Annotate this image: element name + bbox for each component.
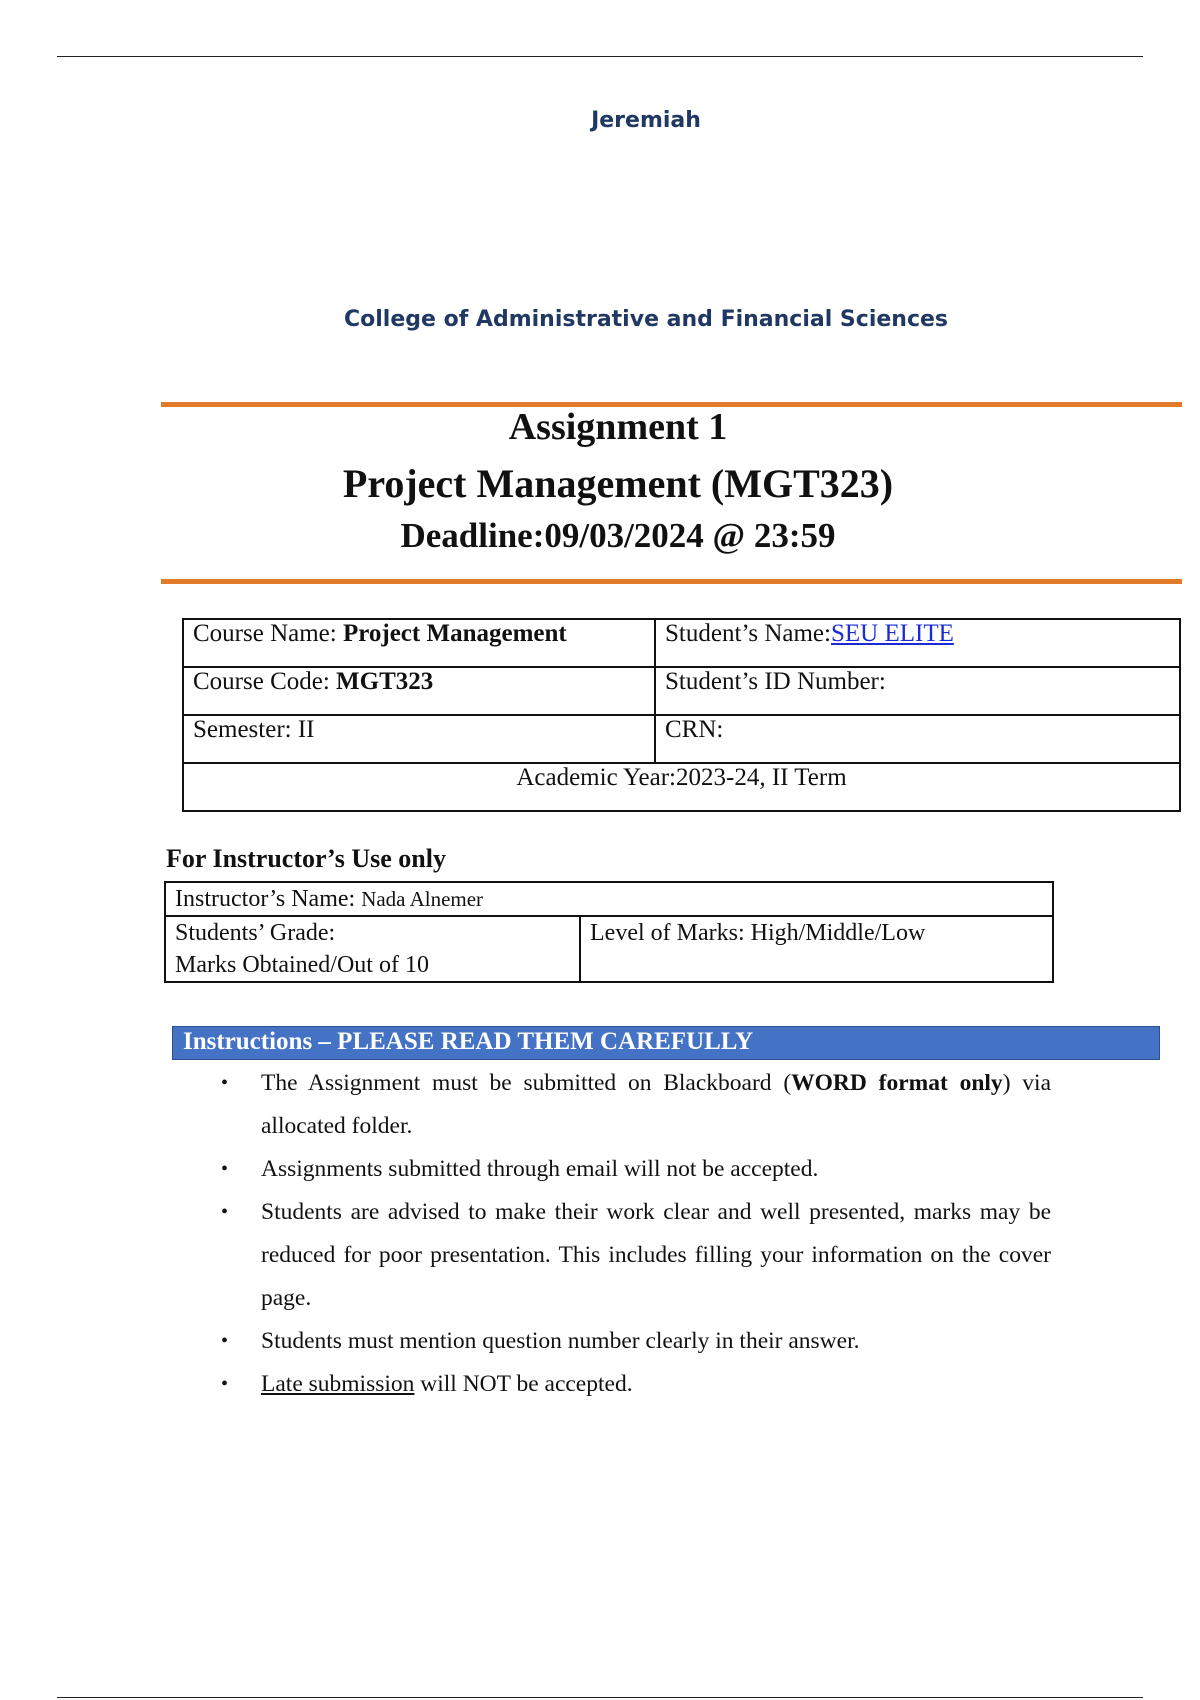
student-name-link[interactable]: SEU ELITE bbox=[830, 620, 954, 647]
list-item bbox=[221, 1320, 1051, 1363]
bullet-icon: • bbox=[221, 1201, 229, 1223]
list-item bbox=[221, 1148, 1051, 1191]
list-item bbox=[221, 1363, 1051, 1406]
table-row bbox=[183, 619, 1180, 667]
student-id-label: Student’s ID Number: bbox=[665, 668, 886, 695]
list-item bbox=[221, 1191, 1051, 1320]
item-text: Assignments submitted through email will not be accepted. bbox=[261, 1156, 819, 1182]
instructions-list bbox=[221, 1062, 1051, 1406]
item-text-underlined: Late submission bbox=[261, 1371, 415, 1397]
item-text: ) via allocated folder. bbox=[261, 1070, 1051, 1139]
instructions-banner: Instructions – PLEASE READ THEM CAREFULLY bbox=[172, 1026, 1160, 1060]
bullet-icon: • bbox=[221, 1158, 229, 1180]
semester-cell: Semester: II bbox=[183, 715, 655, 763]
student-id-cell bbox=[655, 667, 1180, 715]
course-code-cell bbox=[183, 667, 655, 715]
title-bottom-rule bbox=[161, 579, 1182, 584]
bullet-icon: • bbox=[221, 1373, 229, 1395]
student-name-label: Student’s Name: bbox=[665, 620, 831, 647]
course-name-cell bbox=[183, 619, 655, 667]
instructor-name-cell bbox=[165, 882, 1053, 916]
item-text: will NOT be accepted. bbox=[414, 1371, 633, 1397]
student-info-table bbox=[182, 618, 1181, 812]
instructor-section-heading: For Instructor’s Use only bbox=[166, 844, 446, 873]
assignment-title: Assignment 1 bbox=[508, 406, 728, 448]
course-code-label: Course Code: bbox=[193, 668, 330, 695]
author-name: Jeremiah bbox=[591, 108, 701, 133]
item-text: Students must mention question number clearly in their answer. bbox=[261, 1328, 860, 1354]
table-row bbox=[165, 882, 1053, 916]
table-row bbox=[183, 667, 1180, 715]
academic-year-cell: Academic Year:2023-24, II Term bbox=[183, 763, 1180, 811]
table-row bbox=[165, 916, 1053, 982]
course-name-value: Project Management bbox=[342, 620, 567, 647]
bottom-rule bbox=[57, 1697, 1143, 1698]
instructor-name-value: Nada Alnemer bbox=[361, 887, 484, 911]
marks-label: Marks Obtained/Out of 10 bbox=[175, 952, 429, 978]
item-text: Students are advised to make their work clear and well presented, marks may be reduced for poor presentation. This includes filling your information on the cover page. bbox=[261, 1199, 1051, 1311]
table-row bbox=[183, 715, 1180, 763]
deadline: Deadline:09/03/2024 @ 23:59 bbox=[400, 516, 836, 555]
student-name-cell bbox=[655, 619, 1180, 667]
course-name-label: Course Name: bbox=[193, 620, 337, 647]
grade-cell bbox=[165, 916, 580, 982]
item-text: The Assignment must be submitted on Blackboard ( bbox=[261, 1070, 792, 1096]
course-code-value: MGT323 bbox=[336, 668, 434, 695]
college-name: College of Administrative and Financial Sciences bbox=[343, 307, 948, 332]
top-rule bbox=[57, 56, 1143, 57]
bullet-icon: • bbox=[221, 1072, 229, 1094]
table-row bbox=[183, 763, 1180, 811]
instructor-table bbox=[164, 881, 1054, 983]
crn-cell: CRN: bbox=[655, 715, 1180, 763]
level-cell: Level of Marks: High/Middle/Low bbox=[580, 916, 1053, 982]
list-item bbox=[221, 1062, 1051, 1148]
grade-label: Students’ Grade: bbox=[175, 920, 336, 946]
item-text-bold: WORD format only bbox=[791, 1070, 1003, 1096]
instructor-name-label: Instructor’s Name: bbox=[175, 886, 356, 912]
course-title: Project Management (MGT323) bbox=[342, 461, 894, 506]
bullet-icon: • bbox=[221, 1330, 229, 1352]
